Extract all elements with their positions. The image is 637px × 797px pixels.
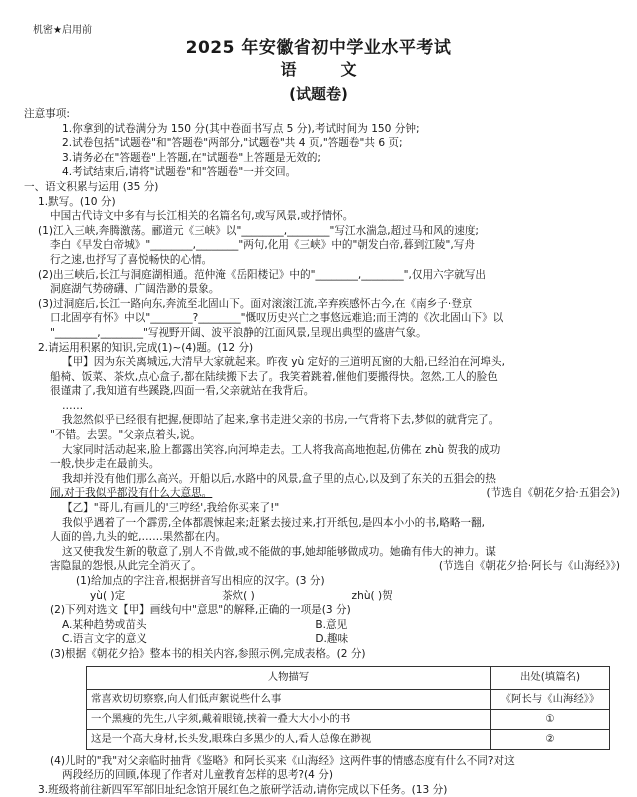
passage-jia-line: 我却并没有他们那么高兴。开船以后,水路中的风景,盒子里的点心,以及到了东关的五猖会的热 (62, 472, 496, 485)
question-3-heading: 3.班级将前往新四军军部旧址纪念馆开展红色之旅研学活动,请你完成以下任务。(13 分) (38, 783, 448, 796)
passage-jia-last-line (24, 486, 620, 501)
pinyin-row (24, 589, 620, 604)
exam-title: 2025 年安徽省初中学业水平考试 (185, 38, 452, 58)
question-1-intro: 中国古代诗文中多有与长江相关的名篇名句,或写风景,或抒情怀。 (50, 210, 354, 223)
table-cell: ① (491, 709, 610, 729)
subquestion-3: (3)根据《朝花夕拾》整本书的相关内容,参照示例,完成表格。(2 分) (50, 647, 366, 660)
section-heading: 一、语文积累与运用 (35 分) (24, 180, 159, 193)
underlined-sentence: 闹,对于我似乎都没有什么大意思。 (50, 487, 213, 500)
passage-jia-line: 一般,快步走在最前头。 (50, 458, 160, 471)
subquestion-2: (2)下列对选文【甲】画线句中"意思"的解释,正确的一项是(3 分) (50, 604, 351, 617)
notice-heading: 注意事项: (24, 108, 70, 120)
options-row (24, 618, 620, 633)
subquestion-4: (4)儿时的"我"对父亲临时抽背《鉴略》和阿长买来《山海经》这两件事的情感态度有什么不同?对这 (50, 754, 515, 767)
secret-label: 机密★启用前 (33, 25, 92, 36)
table-row (87, 729, 610, 749)
passage-jia-line: 很谨肃了,我知道有些蹊跷,四面一看,父亲就站在我背后。 (50, 385, 315, 398)
table-row (87, 709, 610, 729)
table-header-row (87, 666, 610, 689)
option-d: D.趣味 (315, 633, 349, 646)
passage-jia-line: 大家同时活动起来,脸上都露出笑容,向河埠走去。工人将我高高地抱起,仿佛在 zhù 贺我的成功 (62, 443, 501, 456)
passage-jia-line: 我忽然似乎已经很有把握,便即站了起来,拿书走进父亲的书房,一气背将下去,梦似的就背完了。 (62, 414, 500, 427)
notice-item: 1.你拿到的试卷满分为 150 分(其中卷面书写点 5 分),考试时间为 150 分钟; (62, 122, 420, 135)
subject-title: 语文 (280, 60, 401, 79)
question-2-heading: 2.请运用积累的知识,完成(1)~(4)题。(12 分) (38, 341, 254, 354)
table-header: 出处(填篇名) (491, 666, 610, 689)
passage-yi-line: 【乙】"哥儿,有画儿的'三哼经',我给你买来了!" (62, 502, 280, 515)
table-cell: 《阿长与《山海经》》 (491, 689, 610, 709)
exam-body (24, 107, 620, 797)
notice-item: 4.考试结束后,请将"试题卷"和"答题卷"一并交回。 (62, 166, 297, 179)
subquestion-4: 两段经历的回顾,体现了作者对儿童教育怎样的思考?(4 分) (62, 769, 334, 782)
option-c: C.语言文字的意义 (62, 633, 147, 646)
passage-ellipsis: …… (62, 399, 84, 412)
q1-part-line: (2)出三峡后,长江与洞庭湖相通。范仲淹《岳阳楼记》中的"________,________",仅用六字就写出 (38, 268, 487, 281)
options-row (24, 632, 620, 647)
q1-part-line: 洞庭湖气势磅礴、广阔浩渺的景象。 (50, 283, 220, 296)
table-header: 人物描写 (87, 666, 491, 689)
option-a: A.某种趋势或苗头 (62, 618, 147, 631)
passage-source: (节选自《朝花夕拾·阿长与《山海经》》) (438, 560, 620, 573)
pinyin-item: yù( )定 (90, 589, 126, 602)
table-cell: 这是一个高大身材,长头发,眼珠白多黑少的人,看人总像在渺视 (87, 729, 491, 749)
character-table (86, 666, 610, 750)
table-row (87, 689, 610, 709)
passage-jia-line: 【甲】因为东关离城远,大清早大家就起来。昨夜 yù 定好的三道明瓦窗的大船,已经泊在河埠头, (62, 356, 505, 369)
pinyin-item: 茶炊( ) (221, 589, 255, 602)
q1-part-line: 行之速,也抒写了喜悦畅快的心情。 (50, 253, 213, 266)
q1-part-line: (3)过洞庭后,长江一路向东,奔流至北固山下。面对滚滚江流,辛弃疾感怀古今,在《南乡子·登京 (38, 297, 473, 310)
passage-yi-text: 害隐鼠的怨恨,从此完全消灭了。 (50, 560, 202, 573)
q1-part-line: (1)江入三峡,奔腾激荡。郦道元《三峡》以"________,________"写江水湍急,超过马和风的速度; (38, 224, 479, 237)
q1-part-line: 李白《早发白帝城》"________,________"两句,化用《三峡》中的"朝发白帝,暮到江陵",写舟 (50, 239, 475, 252)
q1-part-line: "________,________"写视野开阔、波平浪静的江面风景,呈现出典型的盛唐气象。 (50, 326, 427, 339)
table-cell: ② (491, 729, 610, 749)
question-1-heading: 1.默写。(10 分) (38, 195, 116, 208)
pinyin-item: zhù( )贺 (351, 589, 393, 602)
q1-part-line: 口北固亭有怀》中以"________?________"慨叹历史兴亡之事悠远难追;而王湾的《次北固山下》以 (50, 312, 504, 325)
passage-yi-line: 人面的兽,九头的蛇,……果然都在内。 (50, 531, 227, 544)
subquestion-1: (1)给加点的字注音,根据拼音写出相应的汉字。(3 分) (76, 575, 325, 587)
option-b: B.意见 (315, 618, 348, 631)
passage-jia-line: 船椅、饭菜、茶炊,点心盒子,都在陆续搬下去了。我笑着跳着,催他们要搬得快。忽然,工人的脸色 (50, 370, 498, 383)
notice-item: 2.试卷包括"试题卷"和"答题卷"两部分,"试题卷"共 4 页,"答题卷"共 6 页; (62, 137, 403, 150)
table-cell: 常喜欢切切察察,向人们低声絮说些什么事 (87, 689, 491, 709)
passage-yi-line: 这又使我发生新的敬意了,别人不肯做,或不能做的事,她却能够做成功。她确有伟大的神力。谋 (62, 545, 496, 558)
table-cell: 一个黑瘦的先生,八字须,戴着眼镜,挟着一叠大大小小的书 (87, 709, 491, 729)
passage-jia-line: "不错。去罢。"父亲点着头,说。 (50, 429, 201, 442)
passage-source: (节选自《朝花夕拾·五猖会》) (486, 487, 620, 500)
notice-item: 3.请务必在"答题卷"上答题,在"试题卷"上答题是无效的; (62, 151, 322, 164)
passage-yi-line: 我似乎遇着了一个霹雳,全体都震悚起来;赶紧去接过来,打开纸包,是四本小小的书,略略一翻, (62, 516, 485, 529)
paper-title: (试题卷) (289, 85, 348, 103)
passage-yi-last-line (24, 559, 620, 574)
